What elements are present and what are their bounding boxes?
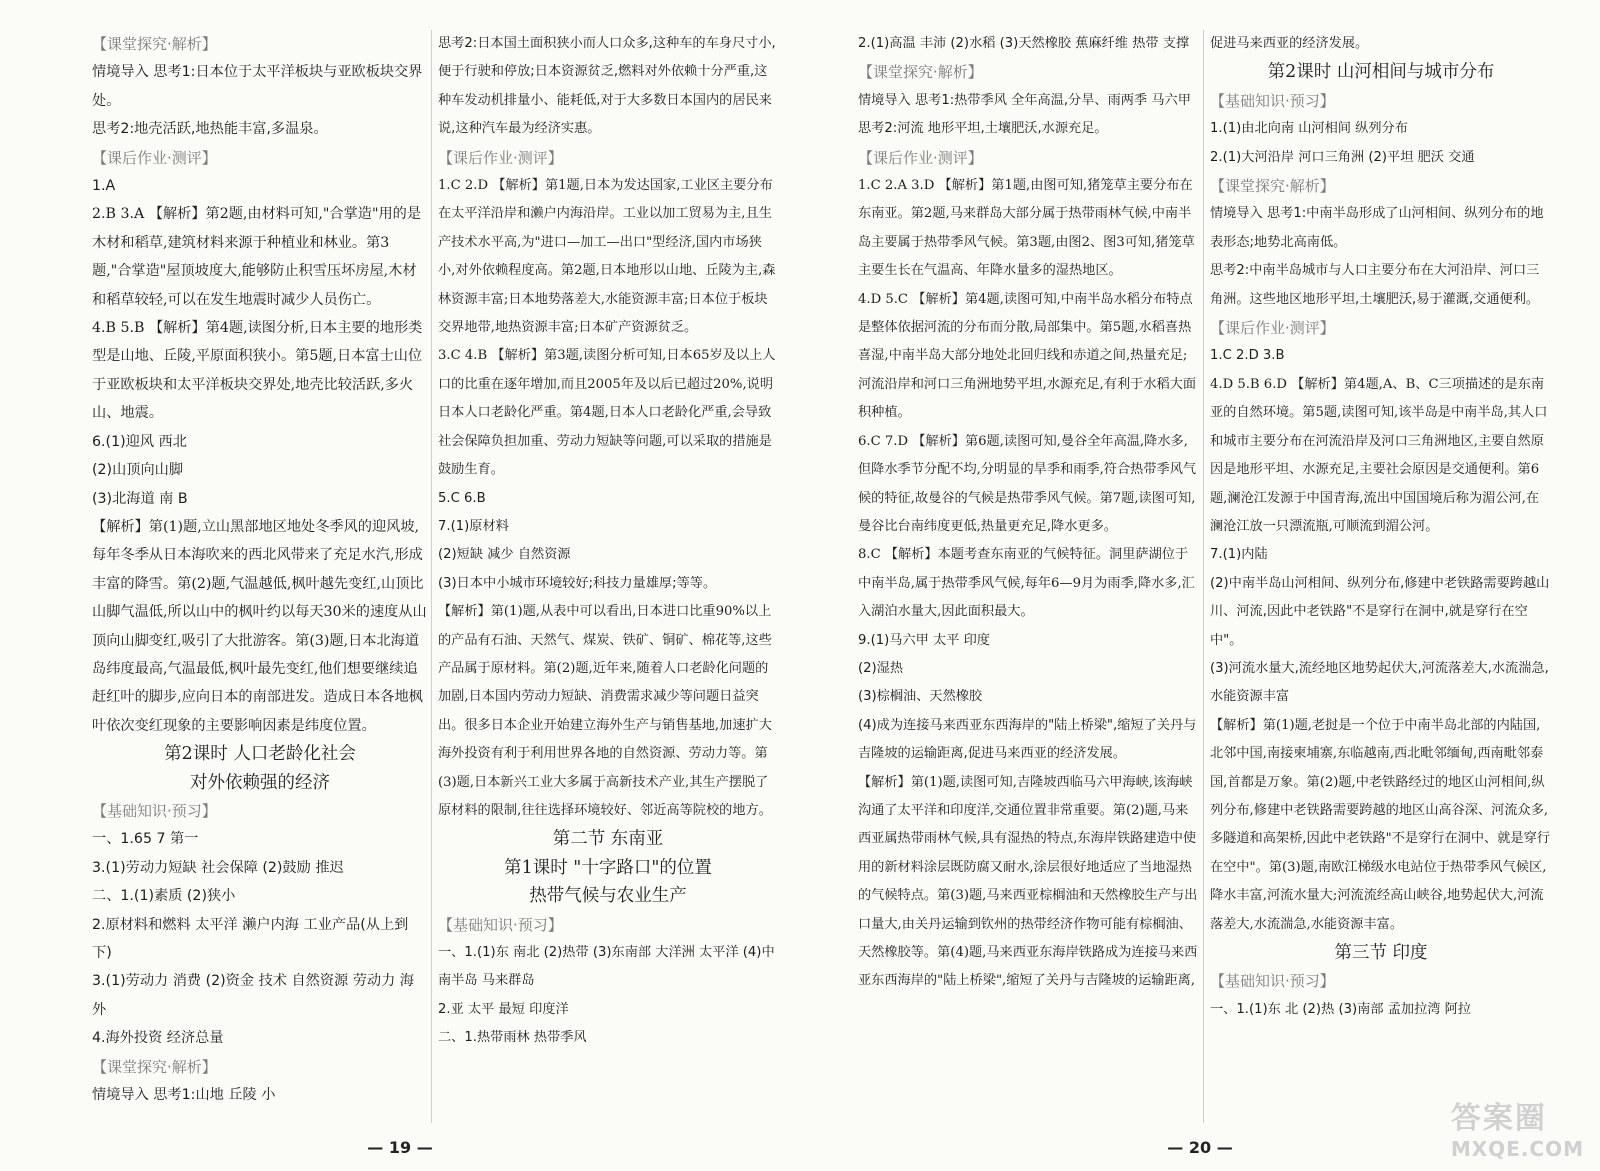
answer-line: 情境导入 思考1:日本位于太平洋板块与亚欧板块交界处。 (92, 64, 423, 109)
answer-line: (3)日本中小城市环境较好;科技力量雄厚;等等。 (438, 575, 717, 591)
answer-line: 思考2:日本国土面积狭小而人口众多,这种车的车身尺寸小,便于行驶和停放;日本资源贫乏,燃料对外依赖十分严重,这种车发动机排量小、能耗低,对于大多数日本国内的居民来说,这种汽车最为经济实惠。 (438, 36, 776, 137)
answer-line: (2)短缺 减少 自然资源 (438, 547, 571, 563)
answer-line: 1.C 2.A 3.D 【解析】第1题,由图可知,猪笼草主要分布在东南亚。第2题,马来群岛大部分属于热带雨林气候,中南半岛主要属于热带季风气候。第3题,由图2、图3可知,猪笼草主要生长在气温高、年降水量多的湿热地区。 (858, 178, 1195, 279)
section-heading: 第三节 印度 (1334, 943, 1428, 963)
answer-line: 情境导入 思考1:山地 丘陵 小 (92, 1087, 276, 1104)
answer-line: (2)中南半岛山河相间、纵列分布,修建中老铁路需要跨越山川、河流,因此中老铁路"不是穿行在洞中,就是穿行在空中"。 (1210, 575, 1550, 648)
section-label: 【课堂探究·解析】 (92, 35, 217, 53)
answer-line: 情境导入 思考1:中南半岛形成了山河相间、纵列分布的地表形态;地势北高南低。 (1210, 206, 1544, 250)
answer-line: 2.亚 太平 最短 印度洋 (438, 1001, 569, 1017)
answer-line: 促进马来西亚的经济发展。 (1210, 36, 1369, 51)
answer-line: 1.C 2.D 3.B (1210, 348, 1285, 364)
watermark-logo (1451, 1093, 1584, 1161)
answer-line: 4.D 5.B 6.D 【解析】第4题,A、B、C三项描述的是东南亚的自然环境。第5题,读图可知,该半岛是中南半岛,其人口和城市主要分布在河流沿岸及河口三角洲地区,主要自然原因是地形平坦、水源充足,主要社会原因是交通便利。第6题,澜沧江发源于中国青海,流出中国国境后称为湄公河,在澜沧江放一只漂流瓶,可顺流到湄公河。 (1210, 376, 1548, 534)
answer-line: 一、1.(1)东 南北 (2)热带 (3)东南部 大洋洲 太平洋 (4)中南半岛 马来群岛 (438, 945, 775, 989)
answer-line: 一、1.65 7 第一 (92, 831, 199, 848)
answer-line: 2.原材料和燃料 太平洋 濑户内海 工业产品(从上到下) (92, 916, 409, 961)
section-label: 【基础知识·预习】 (92, 801, 217, 820)
answer-line: 1.C 2.D 【解析】第1题,日本为发达国家,工业区主要分布在太平洋沿岸和濑户内海沿岸。工业以加工贸易为主,且生产技术水平高,为"进口—加工—出口"型经济,国内市场狭小,对外依赖程度高。第2题,日本地形以山地、丘陵为主,森林资源丰富;日本地势落差大,水能资源丰富;日本位于板块交界地带,地热资源丰富;日本矿产资源贫乏。 (438, 178, 776, 336)
section-label: 【课后作业·测评】 (92, 148, 217, 167)
answer-line: 一、1.(1)东 北 (2)热 (3)南部 孟加拉湾 阿拉 (1210, 1001, 1472, 1017)
column-3 (858, 30, 1198, 1135)
answer-line: 【解析】第(1)题,老挝是一个位于中南半岛北部的内陆国,北邻中国,南接柬埔寨,东临越南,西北毗邻缅甸,西南毗邻泰国,首都是万象。第(2)题,中老铁路经过的地区山河相间,纵列分布,修建中老铁路需要跨越的地区山高谷深、河流众多,多隧道和高架桥,因此中老铁路"不是穿行在洞中、就是穿行在空中"。第(3)题,南欧江梯级水电站位于热带季风气候区,降水丰富,河流水量大;河流流经高山峡谷,地势起伏大,河流落差大,水流湍急,水能资源丰富。 (1210, 717, 1550, 932)
answer-line: 3.C 4.B 【解析】第3题,读图分析可知,日本65岁及以上人口的比重在逐年增加,而且2005年及以后已超过20%,说明日本人口老龄化严重。第4题,日本人口老龄化严重,会导致社会保障负担加重、劳动力短缺等问题,可以采取的措施是鼓励生育。 (438, 348, 776, 478)
answer-line: 2.(1)大河沿岸 河口三角洲 (2)平坦 肥沃 交通 (1210, 149, 1475, 165)
page-number-left: — 19 — (367, 1138, 433, 1157)
answer-line: 二、1.(1)素质 (2)狭小 (92, 888, 236, 905)
section-label: 【基础知识·预习】 (1210, 91, 1335, 110)
column-1 (92, 30, 428, 1135)
answer-line: (2)山顶向山脚 (92, 462, 184, 479)
answer-line: 思考2:河流 地形平坦,土壤肥沃,水源充足。 (858, 121, 1108, 137)
section-label: 【课堂探究·解析】 (858, 63, 983, 82)
answer-line: (4)成为连接马来西亚东西海岸的"陆上桥梁",缩短了关丹与吉隆坡的运输距离,促进马来西亚的经济发展。 (858, 717, 1197, 762)
section-label: 【课堂探究·解析】 (1210, 177, 1335, 196)
section-label: 【基础知识·预习】 (438, 915, 563, 934)
section-heading: 第2课时 山河相间与城市分布 (1267, 62, 1495, 83)
answer-line: 4.D 5.C 【解析】第4题,读图可知,中南半岛水稻分布特点是整体依据河流的分布而分散,局部集中。第5题,水稻喜热喜湿,中南半岛大部分地处北回归线和赤道之间,热量充足;河流沿岸和河口三角洲地势平坦,水源充足,有利于水稻大面积种植。 (858, 291, 1197, 421)
answer-line: (3)北海道 南 B (92, 490, 188, 507)
watermark-logo-text: 答案圈 (1450, 1101, 1547, 1136)
section-heading: 第2课时 人口老龄化社会 (164, 744, 356, 765)
column-divider (1203, 30, 1204, 1123)
answer-line: 1.A (92, 178, 116, 195)
answer-line: 3.(1)劳动力 消费 (2)资金 技术 自然资源 劳动力 海外 (92, 973, 414, 1018)
answer-line: 7.(1)原材料 (438, 518, 509, 534)
answer-line: 8.C 【解析】本题考查东南亚的气候特征。洞里萨湖位于中南半岛,属于热带季风气候,每年6—9月为雨季,降水多,汇入湖泊水量大,因此面积最大。 (858, 547, 1195, 620)
column-4 (1210, 30, 1552, 1135)
answer-line: 情境导入 思考1:热带季风 全年高温,分旱、雨两季 马六甲 (858, 92, 1191, 108)
section-heading: 热带气候与农业生产 (529, 886, 687, 907)
answer-line: (2)湿热 (858, 660, 904, 676)
answer-line: 4.B 5.B 【解析】第4题,读图分析,日本主要的地形类型是山地、丘陵,平原面积狭小。第5题,日本富士山位于亚欧板块和太平洋板块交界处,地壳比较活跃,多火山、地震。 (92, 320, 423, 422)
answer-line: 3.(1)劳动力短缺 社会保障 (2)鼓励 推迟 (92, 859, 344, 876)
section-label: 【课堂探究·解析】 (92, 1057, 217, 1076)
page-number-right: — 20 — (1167, 1138, 1233, 1157)
answer-line: 7.(1)内陆 (1210, 547, 1268, 563)
answer-line: 2.B 3.A 【解析】第2题,由材料可知,"合掌造"用的是木材和稻草,建筑材料来源于种植业和林业。第3题,"合掌造"屋顶坡度大,能够防止积雪压坏房屋,木材和稻草较轻,可以在发生地震时减少人员伤亡。 (92, 206, 422, 308)
answer-line: 2.(1)高温 丰沛 (2)水稻 (3)天然橡胶 蕉麻纤维 热带 支撑 (858, 36, 1190, 51)
watermark-url: MXQE.COM (1450, 1137, 1584, 1161)
section-heading: 第二节 东南亚 (552, 829, 664, 850)
answer-line: 【解析】第(1)题,立山黑部地区地处冬季风的迎风坡,每年冬季从日本海吹来的西北风带来了充足水汽,形成丰富的降雪。第(2)题,气温越低,枫叶越先变红,山顶比山脚气温低,所以山中的枫叶约以每天30米的速度从山顶向山脚变红,吸引了大批游客。第(3)题,日本北海道岛纬度最高,气温最低,枫叶最先变红,他们想要继续追赶红叶的脚步,应向日本的南部进发。造成日本各地枫叶依次变红现象的主要影响因素是纬度位置。 (92, 518, 427, 734)
answer-line: 【解析】第(1)题,读图可知,吉隆坡西临马六甲海峡,该海峡沟通了太平洋和印度洋,交通位置非常重要。第(2)题,马来西亚属热带雨林气候,具有湿热的特点,东海岸铁路建造中使用的新材料涂层既防腐又耐水,涂层很好地适应了当地湿热的气候特点。第(3)题,马来西亚棕榈油和天然橡胶生产与出口量大,由关丹运输到钦州的热带经济作物可能有棕榈油、天然橡胶等。第(4)题,马来西亚东海岸铁路成为连接马来西亚东西海岸的"陆上桥梁",缩短了关丹与吉隆坡的运输距离, (858, 774, 1198, 989)
answer-line: 5.C 6.B (438, 490, 486, 506)
column-2 (438, 30, 778, 1135)
answer-line: 6.(1)迎风 西北 (92, 433, 187, 450)
section-label: 【基础知识·预习】 (1210, 972, 1335, 991)
answer-line: 【解析】第(1)题,从表中可以看出,日本进口比重90%以上的产品有石油、天然气、煤炭、铁矿、铜矿、棉花等,这些产品属于原材料。第(2)题,近年来,随着人口老龄化问题的加剧,日本国内劳动力短缺、消费需求减少等问题日益突出。很多日本企业开始建立海外生产与销售基地,加速扩大海外投资有利于利用世界各地的自然资源、劳动力等。第(3)题,日本新兴工业大多属于高新技术产业,其生产摆脱了原材料的限制,往往选择环境较好、邻近高等院校的地方。 (438, 604, 772, 818)
answer-line: (3)河流水量大,流经地区地势起伏大,河流落差大,水流湍急,水能资源丰富 (1210, 660, 1549, 705)
section-heading: 第1课时 "十字路口"的位置 (504, 857, 712, 878)
answer-line: 9.(1)马六甲 太平 印度 (858, 632, 990, 648)
answer-line: 1.(1)由北向南 山河相间 纵列分布 (1210, 121, 1408, 137)
section-label: 【课后作业·测评】 (438, 148, 563, 167)
answer-line: 二、1.热带雨林 热带季风 (438, 1030, 587, 1046)
answer-line: 4.海外投资 经济总量 (92, 1030, 224, 1047)
section-label: 【课后作业·测评】 (858, 148, 983, 167)
answer-line: 思考2:地壳活跃,地热能丰富,多温泉。 (92, 121, 328, 138)
section-heading: 对外依赖强的经济 (190, 772, 330, 793)
answer-line: 6.C 7.D 【解析】第6题,读图可知,曼谷全年高温,降水多,但降水季节分配不均,分明显的旱季和雨季,符合热带季风气候的特征,故曼谷的气候是热带季风气候。第7题,读图可知,曼谷比台南纬度更低,热量更充足,降水更多。 (858, 433, 1197, 534)
column-divider (431, 30, 432, 1123)
answer-line: (3)棕榈油、天然橡胶 (858, 689, 983, 705)
answer-line: 思考2:中南半岛城市与人口主要分布在大河沿岸、河口三角洲。这些地区地形平坦,土壤肥沃,易于灌溉,交通便利。 (1210, 263, 1540, 307)
page-20 (800, 0, 1600, 1171)
section-label: 【课后作业·测评】 (1210, 319, 1335, 338)
